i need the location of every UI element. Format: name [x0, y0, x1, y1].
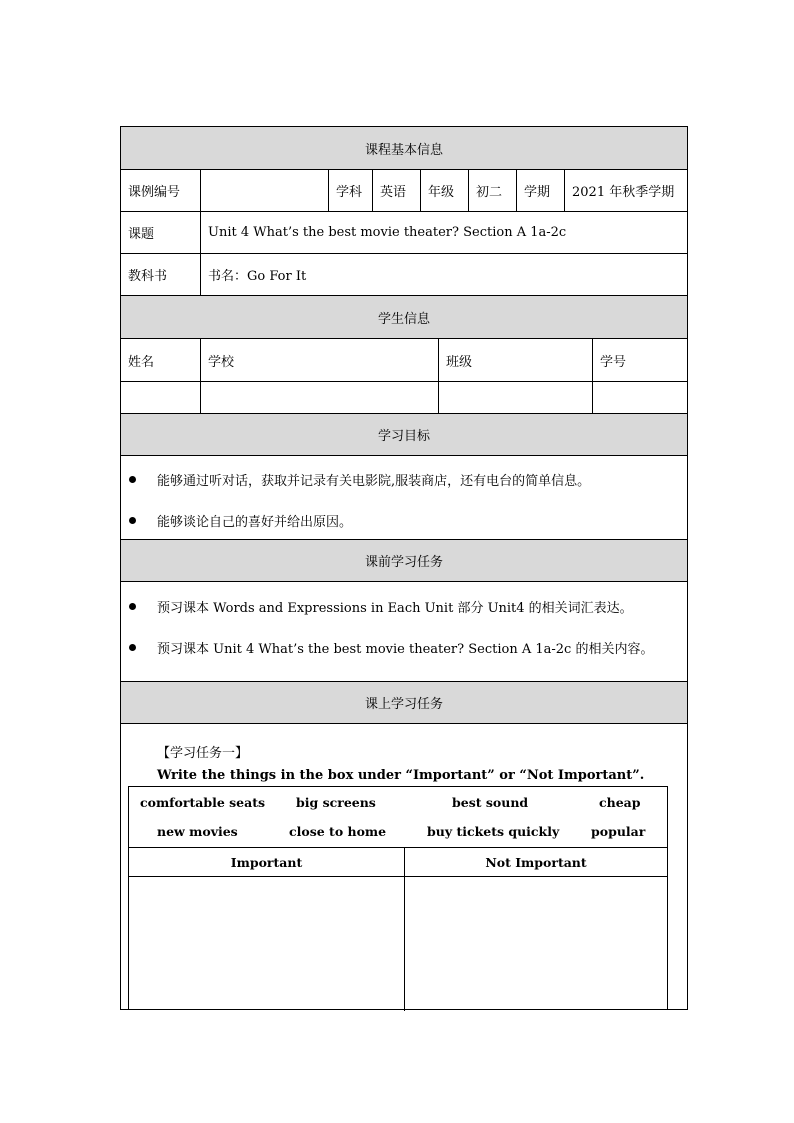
student-id-value [593, 382, 687, 413]
student-labels-row [121, 339, 687, 382]
student-values-row [121, 382, 687, 414]
grade-value: 初二 [469, 170, 517, 211]
pre-class-text: 预习课本 Words and Expressions in Each Unit 部分 Unit4 的相关词汇表达。 [157, 601, 633, 616]
case-no-label: 课例编号 [121, 170, 201, 211]
pre-class-text: 预习课本 Unit 4 What’s the best movie theater? Section A 1a-2c 的相关内容。 [157, 642, 654, 657]
school-label: 学校 [201, 339, 439, 381]
objectives-body [121, 456, 687, 540]
sort-table-header [129, 847, 667, 877]
topic-label: 课题 [121, 212, 201, 253]
word-item: close to home [289, 824, 387, 839]
task-one-title: 【学习任务一】 [157, 746, 249, 761]
pre-class-header [121, 540, 687, 582]
case-no-value [201, 170, 329, 211]
word-box [128, 786, 668, 1010]
grade-label: 年级 [421, 170, 469, 211]
topic-row [121, 212, 687, 254]
objective-item [129, 511, 352, 530]
objective-text: 能够谈论自己的喜好并给出原因。 [157, 515, 353, 530]
subject-label: 学科 [329, 170, 373, 211]
bullet-icon [129, 476, 136, 483]
word-item: new movies [157, 824, 238, 839]
word-item: comfortable seats [140, 795, 266, 810]
in-class-header [121, 682, 687, 724]
student-id-label: 学号 [600, 354, 627, 370]
not-important-column-header: Not Important [485, 854, 587, 870]
subject-value: 英语 [373, 170, 421, 211]
textbook-row [121, 254, 687, 296]
school-value [201, 382, 439, 413]
important-column-header: Important [230, 854, 303, 870]
pre-class-title: 课前学习任务 [364, 555, 443, 570]
worksheet-table [120, 126, 688, 1010]
name-value [121, 382, 201, 413]
student-info-title: 学生信息 [377, 311, 430, 327]
course-info-title: 课程基本信息 [364, 142, 443, 158]
word-item: cheap [599, 795, 641, 810]
bullet-icon [129, 517, 136, 524]
textbook-value: 书名：Go For It [208, 269, 307, 284]
pre-class-item [129, 597, 633, 616]
word-item: best sound [452, 795, 529, 810]
bullet-icon [129, 644, 136, 651]
task-instruction: Write the things in the box under “Important” or “Not Important”. [157, 768, 645, 783]
objectives-title: 学习目标 [377, 429, 430, 444]
word-item: big screens [296, 795, 376, 810]
bullet-icon [129, 603, 136, 610]
pre-class-item [129, 638, 653, 657]
student-info-header [121, 296, 687, 339]
course-meta-row [121, 170, 687, 212]
class-label: 班级 [439, 339, 593, 381]
textbook-label: 教科书 [121, 254, 201, 295]
objectives-header [121, 414, 687, 456]
term-label: 学期 [517, 170, 565, 211]
topic-value: Unit 4 What’s the best movie theater? Section A 1a-2c [208, 225, 567, 240]
objective-item [129, 470, 590, 489]
in-class-title: 课上学习任务 [364, 697, 443, 712]
objective-text: 能够通过听对话，获取并记录有关电影院,服装商店，还有电台的简单信息。 [157, 474, 591, 489]
word-item: buy tickets quickly [427, 824, 560, 839]
term-value: 2021 年秋季学期 [572, 185, 675, 200]
word-item: popular [591, 824, 646, 839]
column-divider [404, 847, 405, 1011]
name-label: 姓名 [121, 339, 201, 381]
class-value [439, 382, 593, 413]
course-info-header [121, 127, 687, 170]
pre-class-body [121, 582, 687, 682]
